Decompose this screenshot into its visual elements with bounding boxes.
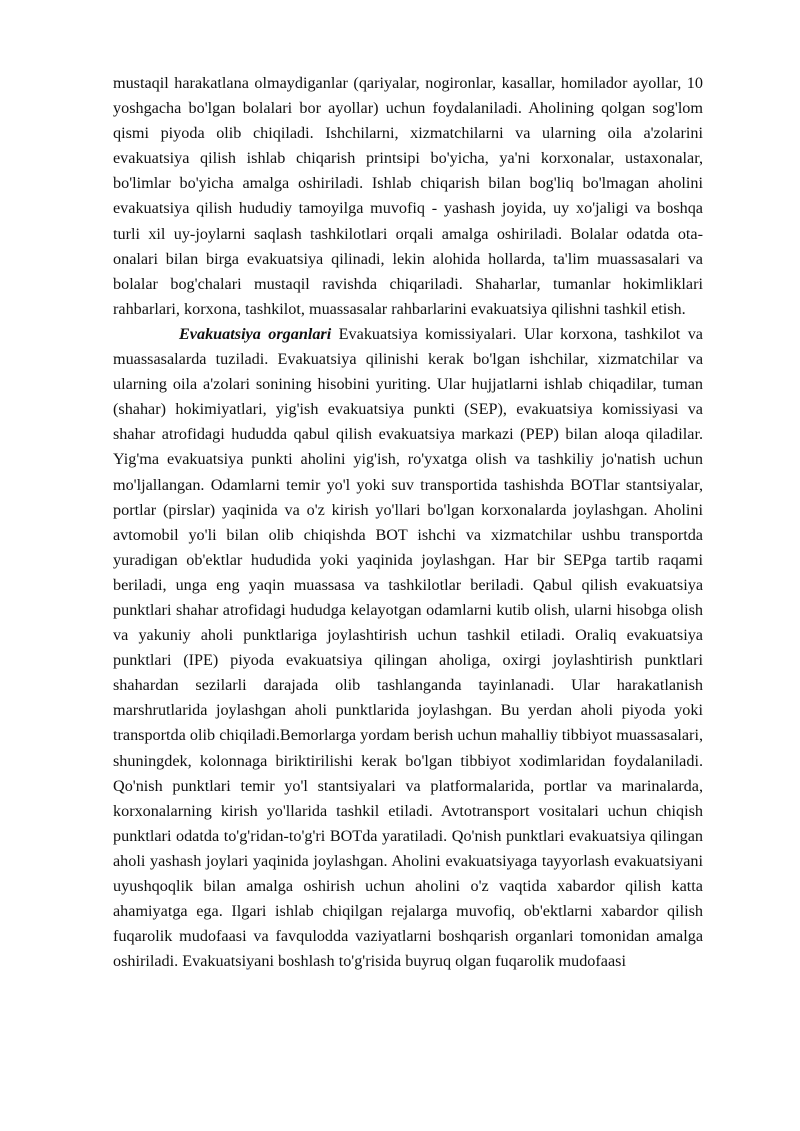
paragraph-text: Evakuatsiya komissiyalari. Ular korxona, tashkilot va muassasalarda tuziladi. Evakuatsiya qilinishi kerak bo'lgan ishchilar, xizmatchilar va ularning oila a'zolari sonining hisobini yuriting. Ular hujjatlarni ishlab chiqadilar, tuman (shahar) hokimiyatlari, yig'ish evakuatsiya punkti (SEP), evakuatsiya komissiyasi va shahar atrofidagi hududda qabul qilish evakuatsiya markazi (PEP) bilan aloqa qiladilar. Yig'ma evakuatsiya punkti aholini yig'ish, ro'yxatga olish va tashkiliy jo'natish uchun mo'ljallangan. Odamlarni temir yo'l yoki suv transportida tashishda BOTlar stantsiyalar, portlar (pirslar) yaqinida va o'z kirish yo'llari bo'lgan korxonalarda joylashgan. Aholini avtomobil yo'li bilan olib chiqishda BOT ishchi va xizmatchilar ushbu transportda yuradigan ob'ektlar hududida yoki yaqinida joylashgan. Har bir SEPga tartib raqami beriladi, unga eng yaqin muassasa va tashkilotlar beriladi. Qabul qilish evakuatsiya punktlari shahar atrofidagi hududga kelayotgan odamlarni kutib olish, ularni hisobga olish va yakuniy aholi punktlariga joylashtirish uchun tashkil etiladi. Oraliq evakuatsiya punktlari (IPE) piyoda evakuatsiya qilingan aholiga, oxirgi joylashtirish punktlari shahardan sezilarli darajada olib tashlanganda tayinlanadi. Ular harakatlanish marshrutlarida joylashgan aholi punktlarida joylashgan. Bu yerdan aholi piyoda yoki transportda olib chiqiladi.Bemorlarga yordam berish uchun mahalliy tibbiyot muassasalari, shuningdek, kolonnaga biriktirilishi kerak bo'lgan tibbiyot xodimlaridan foydalaniladi. Qo'nish punktlari temir yo'l stantsiyalari va platformalarida, portlar va marinalarda, korxonalarning kirish yo'llarida tashkil etiladi. Avtotransport vositalari uchun chiqish punktlari odatda to'g'ridan-to'g'ri BOTda yaratiladi. Qo'nish punktlari evakuatsiya qilingan aholi yashash joylari yaqinida joylashgan. Aholini evakuatsiyaga tayyorlash evakuatsiyani uyushqoqlik bilan amalga oshirish uchun aholini o'z vaqtida xabardor qilish katta ahamiyatga ega. Ilgari ishlab chiqilgan rejalarga muvofiq, ob'ektlarni xabardor qilish fuqarolik mudofaasi va favqulodda vaziyatlarni boshqarish organlari tomonidan amalga oshiriladi. Evakuatsiyani boshlash to'g'risida buyruq olgan fuqarolik mudofaasi — [113, 324, 703, 971]
paragraph-text: mustaqil harakatlana olmaydiganlar (qariyalar, nogironlar, kasallar, homilador ayollar, 10 yoshgacha bo'lgan bolalari bor ayollar) uchun foydalaniladi. Aholining qolgan sog'lom qismi piyoda olib chiqiladi. Ishchilarni, xizmatchilarni va ularning oila a'zolarini evakuatsiya qilish ishlab chiqarish printsipi bo'yicha, ya'ni korxonalar, ustaxonalar, bo'limlar bo'yicha amalga oshiriladi. Ishlab chiqarish bilan bog'liq bo'lmagan aholini evakuatsiya qilish hududiy tamoyilga muvofiq - yashash joyida, uy xo'jaligi va boshqa turli xil uy-joylarni saqlash tashkilotlari orqali amalga oshiriladi. Bolalar odatda ota-onalari bilan birga evakuatsiya qilinadi, lekin alohida hollarda, ta'lim muassasalari va bolalar bog'chalari mustaqil ravishda chiqariladi. Shaharlar, tumanlar hokimliklari rahbarlari, korxona, tashkilot, muassasalar rahbarlarini evakuatsiya qilishni tashkil etish. — [113, 74, 703, 318]
paragraph-evacuation-bodies — [113, 322, 703, 974]
paragraph-continuation — [113, 71, 703, 322]
paragraph-lead-term: Evakuatsiya organlari — [179, 324, 332, 343]
